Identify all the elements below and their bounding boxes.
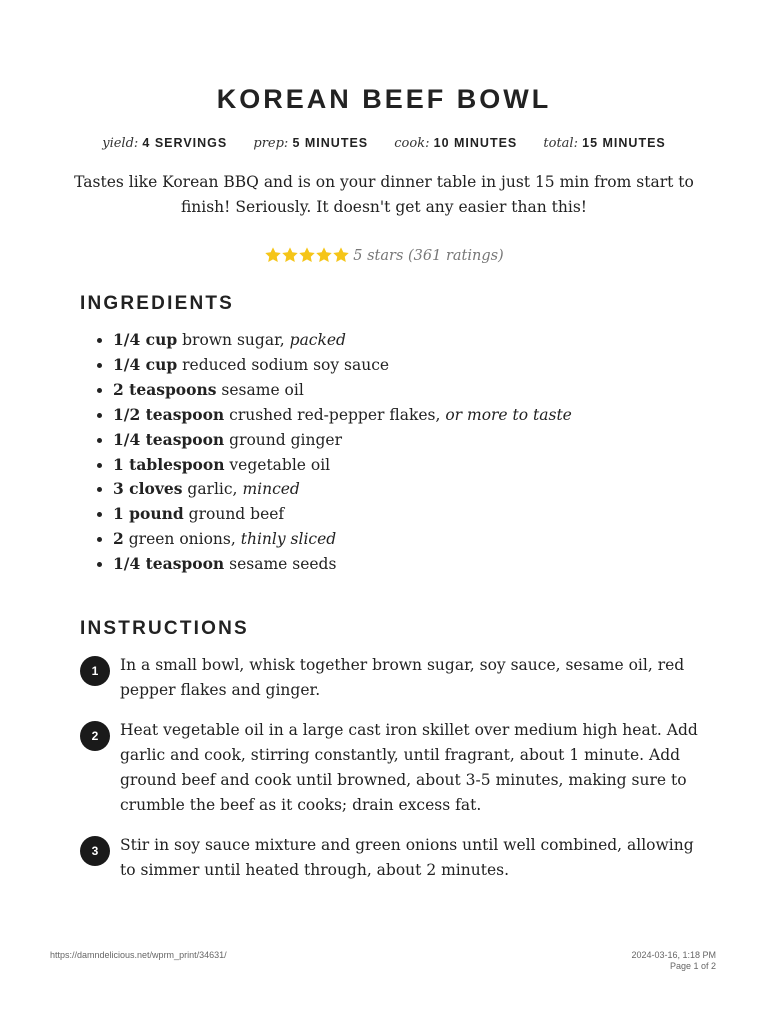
ingredient-note: packed bbox=[289, 331, 346, 349]
recipe-summary: Tastes like Korean BBQ and is on your dinner table in just 15 min from start to finish! Seriously. It doesn't get any easier than this! bbox=[74, 173, 694, 216]
ingredient-item bbox=[113, 477, 733, 502]
instructions-heading: INSTRUCTIONS bbox=[80, 618, 249, 639]
recipe-rating bbox=[0, 246, 768, 268]
ingredient-name: ground ginger bbox=[229, 430, 342, 449]
ingredient-amount: 1/4 cup bbox=[113, 354, 178, 374]
ingredient-amount: 1/4 teaspoon bbox=[113, 554, 225, 574]
star-icon bbox=[315, 246, 333, 264]
ingredient-amount: 1 pound bbox=[113, 504, 184, 524]
footer-datetime: 2024-03-16, 1:18 PM bbox=[631, 950, 716, 960]
ingredient-name: brown sugar, bbox=[182, 331, 285, 349]
ingredient-item bbox=[113, 353, 733, 378]
ingredient-item bbox=[113, 527, 733, 552]
ingredient-note: or more to taste bbox=[445, 405, 572, 424]
meta-yield-label: yield: bbox=[102, 136, 139, 151]
ingredient-note: minced bbox=[242, 480, 300, 499]
star-icon bbox=[281, 246, 299, 264]
step-number-badge: 3 bbox=[80, 836, 110, 866]
meta-prep bbox=[253, 136, 368, 151]
ingredients-list bbox=[80, 328, 733, 577]
instruction-step bbox=[80, 718, 700, 818]
ingredient-name: reduced sodium soy sauce bbox=[182, 355, 390, 374]
ingredient-item bbox=[113, 453, 733, 478]
ingredient-name: sesame seeds bbox=[229, 555, 337, 574]
meta-cook-label: cook: bbox=[394, 136, 430, 151]
ingredient-note: thinly sliced bbox=[240, 530, 337, 549]
meta-prep-label: prep: bbox=[253, 136, 289, 151]
rating-text: 5 stars (361 ratings) bbox=[353, 248, 504, 264]
meta-yield-value: 4 SERVINGS bbox=[142, 136, 228, 150]
ingredient-item bbox=[113, 378, 733, 403]
meta-cook bbox=[394, 136, 517, 151]
meta-cook-value: 10 MINUTES bbox=[433, 136, 518, 150]
meta-prep-value: 5 MINUTES bbox=[292, 136, 369, 150]
ingredient-name: green onions, bbox=[128, 530, 236, 549]
step-text: In a small bowl, whisk together brown sugar, soy sauce, sesame oil, red pepper flakes and ginger. bbox=[120, 656, 685, 699]
meta-total-value: 15 MINUTES bbox=[582, 136, 666, 150]
instruction-step bbox=[80, 833, 700, 883]
recipe-title: KOREAN BEEF BOWL bbox=[216, 84, 552, 114]
instruction-step bbox=[80, 653, 700, 703]
ingredient-item bbox=[113, 403, 733, 428]
ingredient-amount: 3 cloves bbox=[113, 479, 183, 499]
ingredient-amount: 1/2 teaspoon bbox=[113, 404, 225, 424]
step-number-badge: 2 bbox=[80, 721, 110, 751]
step-text: Stir in soy sauce mixture and green onions until well combined, allowing to simmer until heated through, about 2 minutes. bbox=[120, 836, 694, 879]
ingredient-name: vegetable oil bbox=[229, 455, 331, 474]
ingredients-heading: INGREDIENTS bbox=[80, 293, 235, 314]
recipe-meta bbox=[0, 136, 768, 151]
step-text: Heat vegetable oil in a large cast iron skillet over medium high heat. Add garlic and cook, stirring constantly, until fragrant, about 1 minute. Add ground beef and cook until browned, about 3-5 minutes, making sure to crumble the beef as it cooks; drain excess fat. bbox=[120, 721, 698, 814]
footer-page-number: Page 1 of 2 bbox=[669, 961, 716, 971]
step-number-badge: 1 bbox=[80, 656, 110, 686]
ingredient-amount: 1/4 cup bbox=[113, 330, 178, 349]
star-icon bbox=[264, 246, 282, 264]
ingredient-item bbox=[113, 502, 733, 527]
footer-info bbox=[631, 950, 716, 972]
ingredient-item bbox=[113, 552, 733, 577]
star-icon bbox=[298, 246, 316, 264]
instructions-list bbox=[80, 653, 700, 898]
ingredient-amount: 2 teaspoons bbox=[113, 379, 217, 399]
ingredient-name: ground beef bbox=[188, 505, 285, 524]
ingredient-amount: 2 bbox=[113, 529, 124, 549]
ingredient-item bbox=[113, 428, 733, 453]
ingredient-name: crushed red-pepper flakes, bbox=[229, 405, 441, 424]
ingredient-name: sesame oil bbox=[221, 380, 304, 399]
star-rating bbox=[264, 246, 349, 268]
ingredient-name: garlic, bbox=[187, 480, 238, 499]
ingredient-amount: 1 tablespoon bbox=[113, 454, 225, 474]
meta-total bbox=[543, 136, 665, 151]
ingredient-amount: 1/4 teaspoon bbox=[113, 429, 225, 449]
star-icon bbox=[332, 246, 350, 264]
meta-yield bbox=[102, 136, 227, 151]
footer-url[interactable]: https://damndelicious.net/wprm_print/34631/ bbox=[50, 950, 227, 960]
ingredient-item bbox=[113, 328, 733, 353]
meta-total-label: total: bbox=[543, 136, 578, 151]
